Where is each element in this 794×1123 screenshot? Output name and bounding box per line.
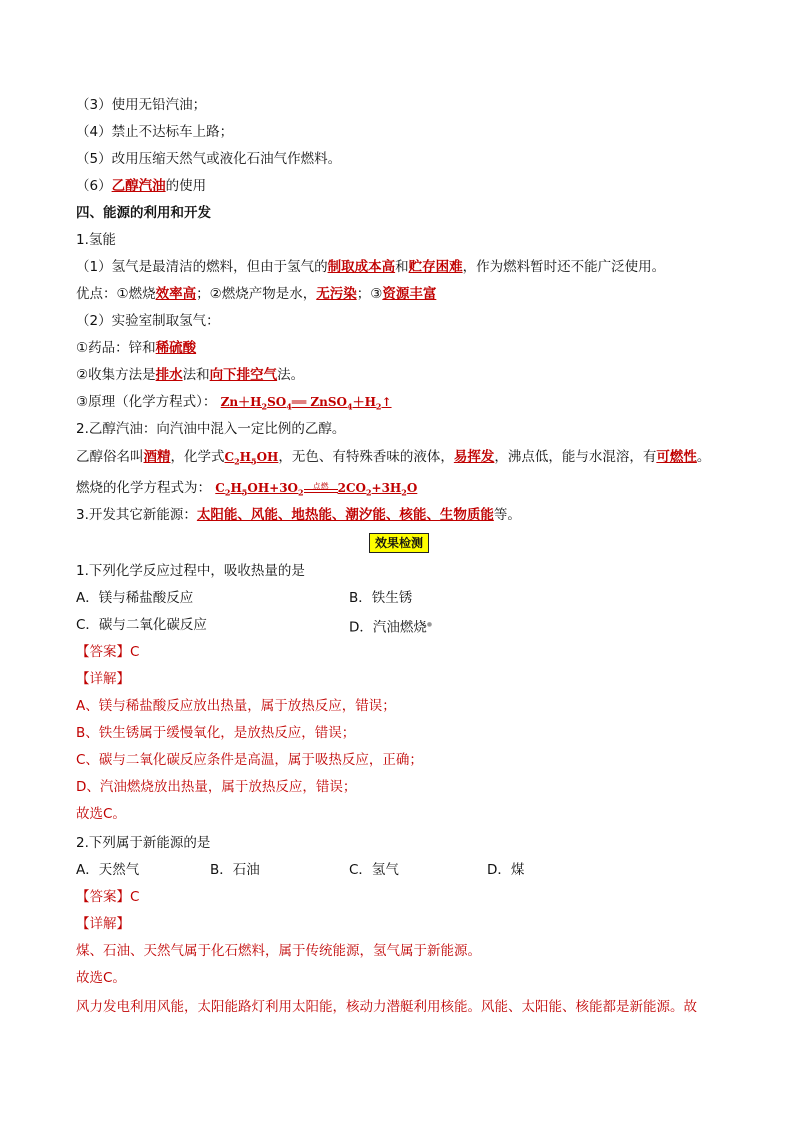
q2-option-c: C．氢气 — [349, 862, 399, 878]
q1-answer: 【答案】C — [76, 644, 140, 660]
ethanol-properties: 乙醇俗名叫酒精，化学式$C_2H_5OH$，无色、有特殊香味的液体，易挥发，沸点低，能与水混溶，有可燃性。 — [76, 449, 711, 467]
q1-conclusion: 故选C。 — [76, 806, 126, 822]
reaction-condition: 点燃 — [304, 482, 338, 496]
ethanol-combustion: 燃烧的化学方程式为： $C_2H_5OH+3O_2$ 点燃 $2CO_2+3H_2O$ — [76, 480, 418, 498]
q1-option-c: C．碳与二氧化碳反应 — [76, 617, 207, 633]
q2-option-b: B．石油 — [210, 862, 260, 878]
combustion-equation: $C_2H_5OH+3O_2$ 点燃 $2CO_2+3H_2O$ — [215, 481, 418, 498]
hydrogen-advantages: 优点：①燃烧效率高；②燃烧产物是水，无污染；③资源丰富 — [76, 286, 437, 302]
q2-option-d: D．煤 — [487, 862, 525, 878]
q2-explain-a: 煤、石油、天然气属于化石燃料，属于传统能源，氢气属于新能源。 — [76, 943, 481, 959]
measure-5: （5）改用压缩天然气或液化石油气作燃料。 — [76, 151, 342, 167]
zinc-equation: $Zn+H_2SO_4══$ $ZnSO_4+H_2↑$ — [220, 395, 392, 412]
q2-answer: 【答案】C — [76, 889, 140, 905]
q1-stem: 1.下列化学反应过程中，吸收热量的是 — [76, 563, 305, 579]
hydrogen-heading: 1.氢能 — [76, 232, 116, 248]
lab-principle: ③原理（化学方程式）： $Zn+H_2SO_4══$ $ZnSO_4+H_2↑$ — [76, 394, 392, 412]
q2-conclusion: 故选C。 — [76, 970, 126, 986]
q1-option-d: D．汽油燃烧● — [349, 619, 433, 636]
q1-explain-d: D、汽油燃烧放出热量，属于放热反应，错误； — [76, 779, 357, 795]
lab-title: （2）实验室制取氢气： — [76, 313, 220, 329]
q1-explain-b: B、铁生锈属于缓慢氧化，是放热反应，错误； — [76, 725, 356, 741]
q2-stem: 2.下列属于新能源的是 — [76, 835, 211, 851]
q2-explain-b: 风力发电利用风能，太阳能路灯利用太阳能，核动力潜艇利用核能。风能、太阳能、核能都是新能源。故 — [76, 999, 697, 1015]
effect-check-badge: 效果检测 — [369, 533, 429, 553]
q2-detail-label: 【详解】 — [76, 916, 130, 932]
q1-explain-a: A、镁与稀盐酸反应放出热量，属于放热反应，错误； — [76, 698, 396, 714]
measure-6: （6）乙醇汽油的使用 — [76, 178, 207, 194]
measure-3: （3）使用无铅汽油； — [76, 97, 207, 113]
measure-4: （4）禁止不达标车上路； — [76, 124, 234, 140]
lab-collect: ②收集方法是排水法和向下排空气法。 — [76, 367, 305, 383]
ethanol-formula: $C_2H_5OH$ — [224, 450, 279, 467]
section-title: 四、能源的利用和开发 — [76, 205, 211, 221]
hydrogen-intro: （1）氢气是最清洁的燃料，但由于氢气的制取成本高和贮存困难，作为燃料暂时还不能广泛使用。 — [76, 259, 666, 275]
q1-detail-label: 【详解】 — [76, 671, 130, 687]
lab-drugs: ①药品：锌和稀硫酸 — [76, 340, 197, 356]
new-energy: 3.开发其它新能源：太阳能、风能、地热能、潮汐能、核能、生物质能等。 — [76, 507, 521, 523]
q1-option-a: A．镁与稀盐酸反应 — [76, 590, 194, 606]
ethanol-heading: 2.乙醇汽油：向汽油中混入一定比例的乙醇。 — [76, 421, 346, 437]
q1-explain-c: C、碳与二氧化碳反应条件是高温，属于吸热反应，正确； — [76, 752, 423, 768]
q2-option-a: A．天然气 — [76, 862, 140, 878]
q1-option-b: B．铁生锈 — [349, 590, 413, 606]
